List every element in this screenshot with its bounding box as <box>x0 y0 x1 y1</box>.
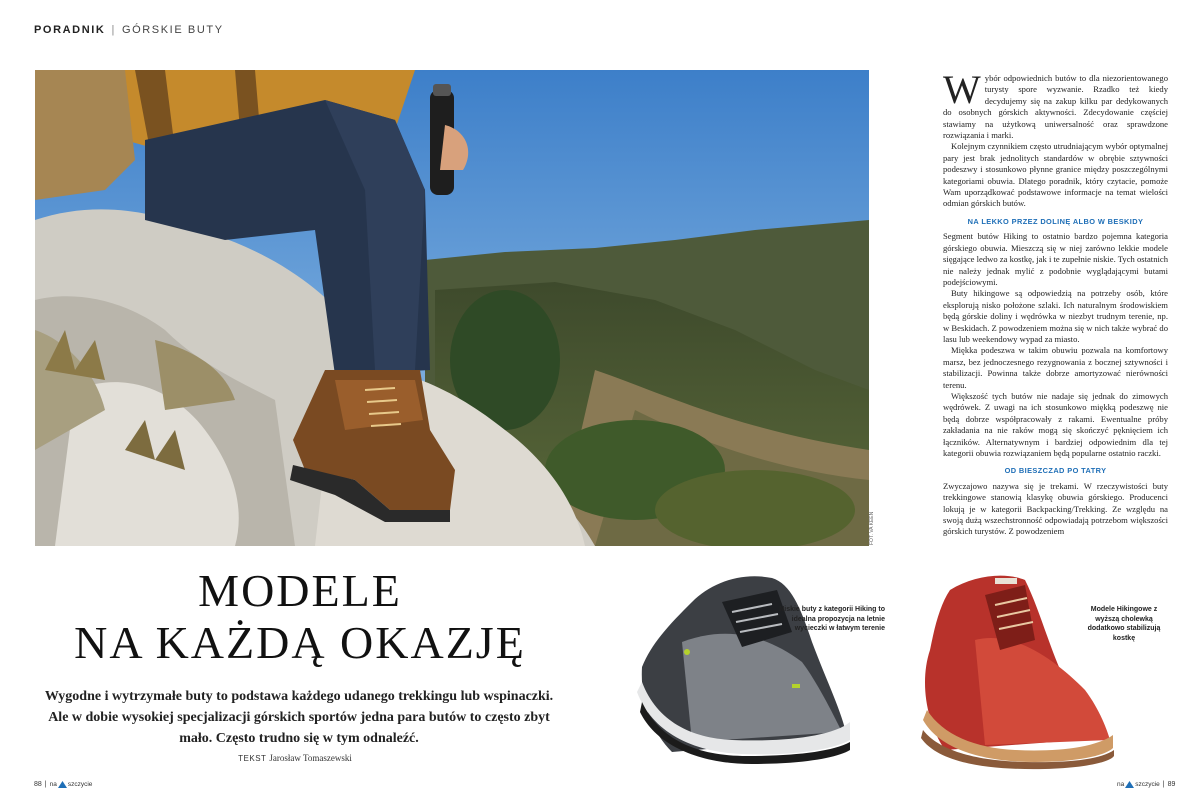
hero-photo <box>35 70 869 546</box>
header-separator: | <box>111 24 116 36</box>
mid-hiking-shoe-image <box>915 570 1115 770</box>
article-headline <box>60 565 540 669</box>
magazine-logo: na szczycie <box>49 781 93 788</box>
footer-left <box>34 781 92 788</box>
article-paragraph-5: Miękka podeszwa w takim obuwiu pozwala na komfortowy marsz, bez jednoczesnego rezygnowania z bocznej sztywności i stabilizacji. Powinna także dobrze amortyzować nierówności terenu. <box>943 345 1168 390</box>
article-paragraph-4: Buty hikingowe są odpowiedzią na potrzeby osób, które eksplorują nisko położone szlaki. Ich naturalnym środowiskiem będą górskie doliny i wędrówka w niezbyt trudnym terenie, np. w Beskidach. Z powodzeniem można się w nich także wybrać do lasu lub weekendowy wypad za miasto. <box>943 288 1168 344</box>
caption-hiking-mid: Modele Hikingowe z wyższą cholewką dodatkowo stabilizują kostkę <box>1087 606 1161 642</box>
article-paragraph-7: Zwyczajowo nazywa się je trekami. W rzeczywistości buty trekkingowe stanowią klasykę obuwia górskiego. Producenci lokują je w kategorii Backpacking/Trekking. Ze względu na swoją dużą wszechstronność odpowiadają potrzebom większości górskich turystów. Z powodzeniem <box>943 480 1168 537</box>
author-name: Jarosław Tomaszewski <box>269 753 352 763</box>
section-header <box>34 24 224 36</box>
headline-line-2: NA KAŻDĄ OKAZJĘ <box>74 617 526 668</box>
subheading-hiking: NA LEKKO PRZEZ DOLINĘ ALBO W BESKIDY <box>967 216 1144 226</box>
section-label: PORADNIK <box>34 24 106 36</box>
page-number-right: 89 <box>1167 781 1176 788</box>
mountain-icon <box>1125 781 1134 788</box>
article-lead: Wygodne i wytrzymałe buty to podstawa każdego udanego trekkingu lub wspinaczki. Ale w dobie wysokiej specjalizacji górskich sportów jedna para butów to często zbyt mało. Często trudno się w tym odnaleźć. <box>44 689 554 746</box>
footer-bar: | <box>44 781 47 788</box>
author-credit <box>150 753 440 763</box>
article-paragraph-3: Segment butów Hiking to ostatnio bardzo pojemna kategoria górskiego obuwia. Mieszczą się w niej zarówno lekkie modele sięgające ledwo za kostkę, jak i te zupełnie niskie. Tych ostatnich nie należy jednak mylić z podobnie wyglądającymi butami podejściowymi. <box>943 231 1168 287</box>
subheading-trekking: OD BIESZCZAD PO TATRY <box>1004 466 1107 476</box>
low-hiking-shoe-image <box>632 572 852 767</box>
article-column <box>943 67 1168 538</box>
mountain-icon <box>58 781 67 788</box>
caption-hiking-low: Niskie buty z kategorii Hiking to idealna propozycja na letnie wycieczki w łatwym terenie <box>779 606 885 632</box>
headline-line-1: MODELE <box>198 565 402 616</box>
magazine-logo-right: na szczycie <box>1117 781 1160 788</box>
article-paragraph-1: Wybór odpowiednich butów to dla niezorientowanego turysty spore wyzwanie. Rzadko też kiedy decydujemy się na zakup kilku par dedykowanych do osobnych górskich aktywności. Zdecydowanie częściej stawiamy na użytkową uniwersalność oraz sprawdzone rozwiązania i marki. <box>943 67 1168 141</box>
article-paragraph-2: Kolejnym czynnikiem często utrudniającym wybór optymalnej pary jest brak jednolitych standardów w obrębie sztywności podeszwy i stosunkowo płynne granice między poszczególnymi kategoriami obuwia. Dlatego poradnik, który czytacie, pomoże Wam uporządkować podstawowe informacje na temat wielości odmian górskich butów. <box>943 141 1168 209</box>
article-paragraph-6: Większość tych butów nie nadaje się jednak do zimowych wędrówek. Z uwagi na ich stosunkowo miękką podeszwę nie będą dobrze współpracowały z rakami. Ewentualne próby zakładania na nie raków mogą się skończyć pęknięciem ich łączników. Alternatywnym i bardziej odpowiednim dla tej kategorii obuwia rozwiązaniem będą popularne ostatnio raczki. <box>943 390 1168 458</box>
dropcap: W <box>943 67 981 112</box>
topic-label: GÓRSKIE BUTY <box>121 24 224 36</box>
author-label: TEKST <box>238 754 267 763</box>
footer-right <box>1117 781 1175 788</box>
footer-bar-right: | <box>1162 781 1165 788</box>
page-number-left: 88 <box>34 781 42 788</box>
photo-credit: FOT. VA KEEN <box>869 511 875 545</box>
